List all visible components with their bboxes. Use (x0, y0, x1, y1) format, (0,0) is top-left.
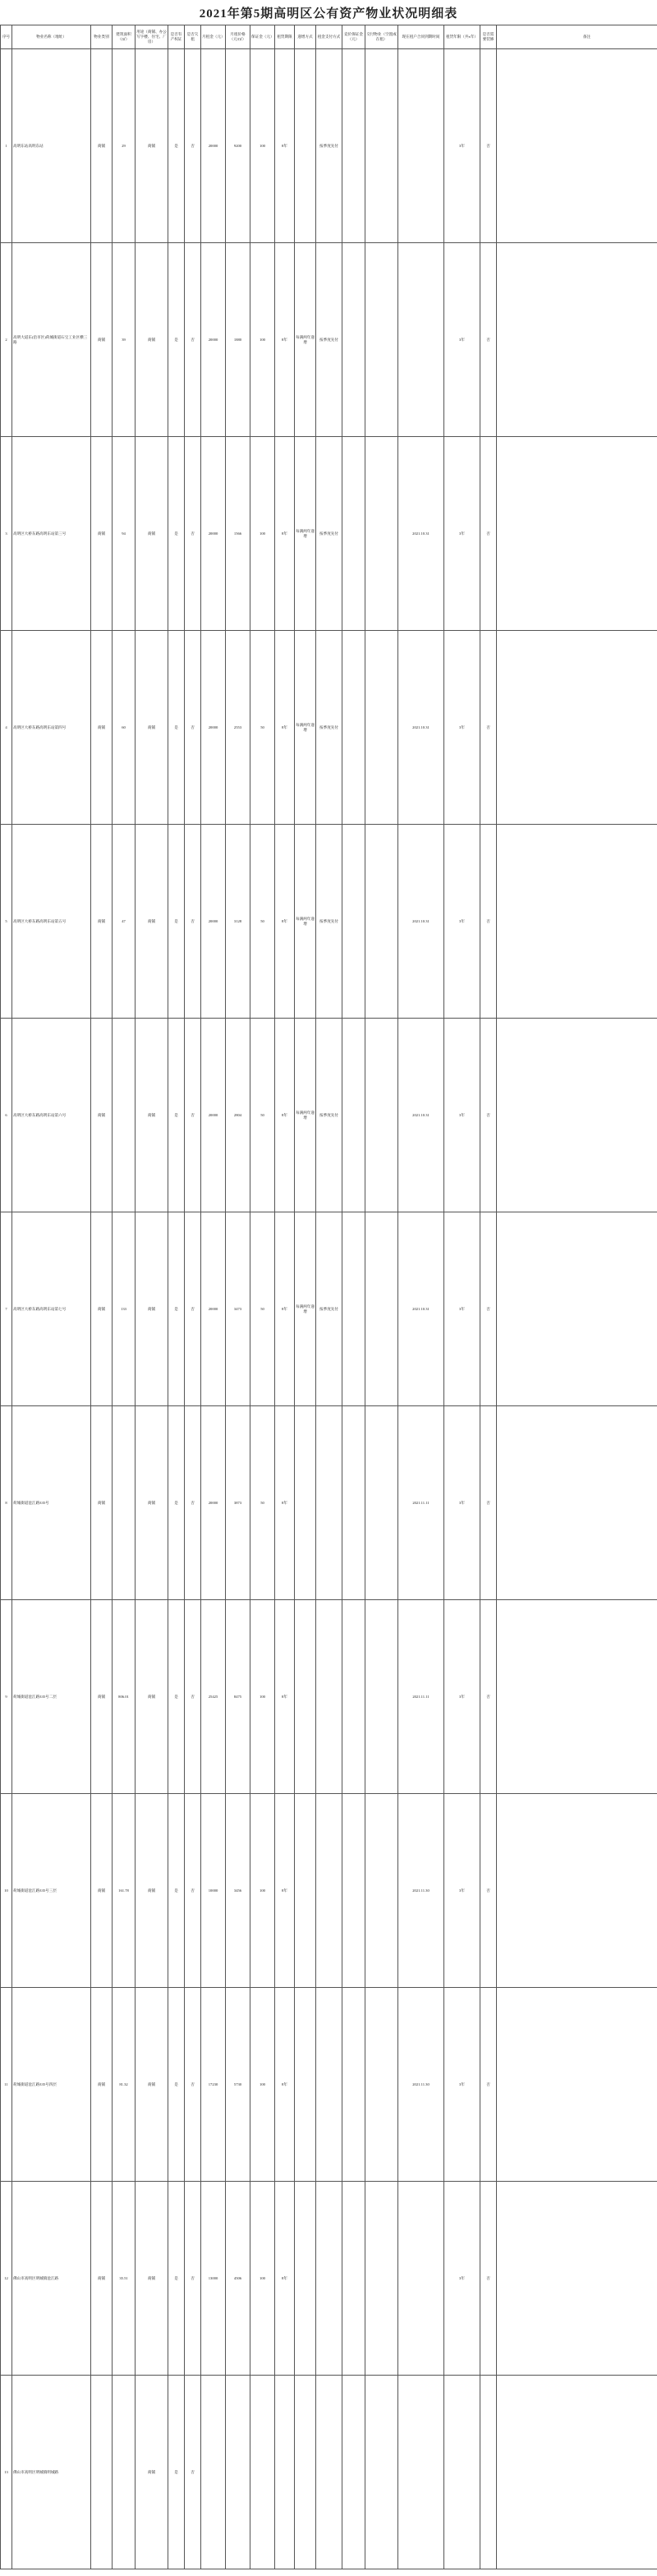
column-header: 建筑面积（㎡） (113, 25, 136, 49)
table-cell-pay: 按季度先付 (316, 437, 342, 631)
table-cell-rent: 17230 (201, 1988, 226, 2182)
table-cell-arrear: 否 (185, 1600, 201, 1794)
table-cell-area (113, 1406, 136, 1600)
table-cell-bid (342, 243, 365, 437)
column-header: 交付物业（空置或在租） (365, 25, 398, 49)
table-cell-term: 8年 (275, 825, 295, 1019)
table-row (1, 1019, 657, 1212)
table-cell-pay (316, 1988, 342, 2182)
table-cell-term: 8年 (275, 1212, 295, 1406)
table-cell-dep: 100 (250, 1794, 275, 1988)
table-cell-cert: 是 (168, 825, 185, 1019)
table-cell-use: 商铺 (136, 49, 168, 243)
table-cell-note (497, 437, 657, 631)
table-cell-name: 荷城街道沧江路335号四层 (12, 1988, 91, 2182)
table-cell-use: 商铺 (136, 2182, 168, 2376)
table-cell-term: 8年 (275, 437, 295, 631)
page-title: 2021年第5期高明区公有资产物业状况明细表 (199, 7, 458, 21)
table-cell-inc (295, 2376, 316, 2569)
table-cell-note (497, 1406, 657, 1600)
table-cell-arrear: 否 (185, 49, 201, 243)
table-cell-use: 商铺 (136, 2376, 168, 2569)
table-cell-n: 12 (1, 2182, 12, 2376)
column-header: 序号 (1, 25, 12, 49)
table-cell-pay (316, 1794, 342, 1988)
table-cell-pay: 按季度先付 (316, 49, 342, 243)
table-cell-rent: 20000 (201, 1406, 226, 1600)
table-cell-due: 2021.10.31 (398, 1212, 444, 1406)
table-cell-use: 商铺 (136, 1988, 168, 2182)
table-cell-area (113, 1019, 136, 1212)
table-cell-deco: 否 (480, 1794, 497, 1988)
table-cell-cat: 商铺 (91, 437, 113, 631)
table-cell-price: 5730 (226, 1988, 250, 2182)
column-header: 是否欠租 (185, 25, 201, 49)
table-cell-due (398, 243, 444, 437)
table-cell-price (226, 2376, 250, 2569)
table-cell-yrs (444, 2376, 480, 2569)
table-cell-note (497, 243, 657, 437)
table-cell-arrear: 否 (185, 825, 201, 1019)
table-cell-note (497, 825, 657, 1019)
table-cell-cat: 商铺 (91, 1600, 113, 1794)
table-cell-name: 荷城街道沧江路335号 (12, 1406, 91, 1600)
table-cell-rent: 20000 (201, 825, 226, 1019)
table-cell-cert: 是 (168, 1019, 185, 1212)
table-cell-term: 8年 (275, 2182, 295, 2376)
table-row (1, 631, 657, 825)
table-row (1, 1600, 657, 1794)
column-header: 月租价格（元/㎡） (226, 25, 250, 49)
table-cell-use: 商铺 (136, 243, 168, 437)
column-header: 租赁期限 (275, 25, 295, 49)
table-cell-n: 9 (1, 1600, 12, 1794)
table-cell-hand (365, 1600, 398, 1794)
table-cell-use: 商铺 (136, 1600, 168, 1794)
table-cell-use: 商铺 (136, 1406, 168, 1600)
column-header: 租金支付方式 (316, 25, 342, 49)
table-cell-hand (365, 1019, 398, 1212)
table-row (1, 243, 657, 437)
table-cell-inc: 每满两年递增 (295, 1019, 316, 1212)
table-cell-hand (365, 825, 398, 1019)
table-cell-due: 2021.10.31 (398, 825, 444, 1019)
table-cell-arrear: 否 (185, 2376, 201, 2569)
table-cell-due: 2021.10.31 (398, 437, 444, 631)
table-cell-hand (365, 2182, 398, 2376)
table-cell-area: 94 (113, 437, 136, 631)
table-cell-dep: 100 (250, 49, 275, 243)
table-cell-use: 商铺 (136, 437, 168, 631)
table-cell-due (398, 2376, 444, 2569)
table-cell-price: 2553 (226, 631, 250, 825)
table-cell-note (497, 49, 657, 243)
table-row (1, 1988, 657, 2182)
table-cell-rent: 20000 (201, 243, 226, 437)
table-cell-cat (91, 2376, 113, 2569)
table-cell-area (113, 2376, 136, 2569)
table-cell-rent (201, 2376, 226, 2569)
table-cell-term: 8年 (275, 1406, 295, 1600)
table-cell-deco: 否 (480, 1988, 497, 2182)
table-cell-price: 9200 (226, 49, 250, 243)
table-cell-n: 13 (1, 2376, 12, 2569)
table-cell-inc: 每满两年递增 (295, 243, 316, 437)
table-cell-term: 8年 (275, 49, 295, 243)
table-cell-yrs: 3年 (444, 2182, 480, 2376)
table-cell-yrs: 3年 (444, 1212, 480, 1406)
table-cell-bid (342, 1406, 365, 1600)
table-cell-deco: 否 (480, 631, 497, 825)
table-cell-n: 3 (1, 437, 12, 631)
table-cell-note (497, 2376, 657, 2569)
table-row (1, 1406, 657, 1600)
table-cell-hand (365, 243, 398, 437)
table-cell-inc: 每满两年递增 (295, 437, 316, 631)
table-cell-due (398, 2182, 444, 2376)
column-header: 是否有产权证 (168, 25, 185, 49)
table-cell-arrear: 否 (185, 243, 201, 437)
table-cell-pay (316, 2182, 342, 2376)
table-cell-cat: 商铺 (91, 1794, 113, 1988)
table-cell-cert: 是 (168, 2182, 185, 2376)
table-cell-area: 35.51 (113, 2182, 136, 2376)
table-cell-bid (342, 1019, 365, 1212)
table-cell-use: 商铺 (136, 631, 168, 825)
table-cell-n: 10 (1, 1794, 12, 1988)
table-cell-price: 4506 (226, 2182, 250, 2376)
table-cell-pay (316, 1600, 342, 1794)
table-cell-bid (342, 49, 365, 243)
table-header-row (1, 25, 657, 49)
table-cell-yrs: 3年 (444, 49, 480, 243)
table-cell-note (497, 1600, 657, 1794)
table-cell-note (497, 1019, 657, 1212)
table-row (1, 2182, 657, 2376)
table-cell-name: 高明区大桥东路高明东站第七号 (12, 1212, 91, 1406)
table-cell-bid (342, 1212, 365, 1406)
table-cell-inc: 每满两年递增 (295, 825, 316, 1019)
table-cell-rent: 20000 (201, 49, 226, 243)
table-cell-n: 11 (1, 1988, 12, 2182)
table-cell-term: 8年 (275, 1988, 295, 2182)
table-cell-cert: 是 (168, 243, 185, 437)
table-cell-dep: 50 (250, 1212, 275, 1406)
table-cell-bid (342, 1794, 365, 1988)
table-cell-n: 7 (1, 1212, 12, 1406)
table-cell-pay: 按季度先付 (316, 825, 342, 1019)
table-cell-note (497, 1212, 657, 1406)
table-cell-cert: 是 (168, 1212, 185, 1406)
table-cell-yrs: 3年 (444, 243, 480, 437)
table-cell-inc: 每满两年递增 (295, 1212, 316, 1406)
table-cell-cert: 是 (168, 1600, 185, 1794)
table-cell-hand (365, 631, 398, 825)
table-cell-use: 商铺 (136, 1019, 168, 1212)
table-cell-term: 8年 (275, 631, 295, 825)
table-cell-inc (295, 1794, 316, 1988)
table-cell-price: 3873 (226, 1406, 250, 1600)
table-cell-pay: 按季度先付 (316, 243, 342, 437)
table-cell-dep: 50 (250, 1406, 275, 1600)
column-header: 用途（商铺、办公写字楼、住宅、厂房） (136, 25, 168, 49)
table-cell-n: 1 (1, 49, 12, 243)
table-cell-yrs: 3年 (444, 437, 480, 631)
table-cell-dep (250, 2376, 275, 2569)
table-cell-name: 佛山市高明区明城镇沧江路 (12, 2182, 91, 2376)
table-cell-dep: 100 (250, 243, 275, 437)
table-cell-dep: 100 (250, 437, 275, 631)
table-cell-hand (365, 49, 398, 243)
column-header: 物业类别 (91, 25, 113, 49)
table-cell-area: 39 (113, 243, 136, 437)
table-cell-hand (365, 2376, 398, 2569)
table-cell-rent: 25425 (201, 1600, 226, 1794)
table-cell-cert: 是 (168, 1406, 185, 1600)
table-cell-price: 8475 (226, 1600, 250, 1794)
table-cell-deco (480, 2376, 497, 2569)
table-cell-note (497, 1988, 657, 2182)
table-cell-area: 47 (113, 825, 136, 1019)
table-cell-note (497, 2182, 657, 2376)
table-cell-use: 商铺 (136, 825, 168, 1019)
table-cell-rent: 20000 (201, 437, 226, 631)
table-cell-due: 2021.11.30 (398, 1988, 444, 2182)
table-cell-cert: 是 (168, 1794, 185, 1988)
table-cell-arrear: 否 (185, 1019, 201, 1212)
table-cell-pay: 按季度先付 (316, 631, 342, 825)
table-cell-pay (316, 2376, 342, 2569)
table-cell-name: 荷城街道沧江路335号二层 (12, 1600, 91, 1794)
table-cell-cat: 商铺 (91, 1988, 113, 2182)
table-cell-hand (365, 1794, 398, 1988)
column-header: 租赁年限（共x年） (444, 25, 480, 49)
table-cell-cat: 商铺 (91, 49, 113, 243)
column-header: 备注 (497, 25, 657, 49)
table-cell-arrear: 否 (185, 1212, 201, 1406)
table-cell-inc (295, 49, 316, 243)
table-cell-name: 荷城街道沧江路335号三层 (12, 1794, 91, 1988)
table-cell-rent: 10000 (201, 1794, 226, 1988)
table-cell-n: 8 (1, 1406, 12, 1600)
table-cell-due: 2021.11.11 (398, 1406, 444, 1600)
table-cell-area: 60 (113, 631, 136, 825)
table-cell-due (398, 49, 444, 243)
table-cell-price: 3456 (226, 1794, 250, 1988)
table-cell-name: 高明大道东(沿市区)荷城街道石宝工业区横三路 (12, 243, 91, 437)
table-cell-n: 6 (1, 1019, 12, 1212)
table-cell-cert: 是 (168, 2376, 185, 2569)
table-cell-price: 3473 (226, 1212, 250, 1406)
table-cell-dep: 50 (250, 1019, 275, 1212)
table-cell-name: 高明区大桥东路高明东站第四号 (12, 631, 91, 825)
table-cell-term: 8年 (275, 1794, 295, 1988)
table-cell-cert: 是 (168, 437, 185, 631)
table-cell-hand (365, 1212, 398, 1406)
table-cell-price: 1566 (226, 437, 250, 631)
table-cell-deco: 否 (480, 1406, 497, 1600)
table-cell-n: 4 (1, 631, 12, 825)
asset-table (0, 25, 657, 2569)
table-cell-pay (316, 1406, 342, 1600)
table-row (1, 1794, 657, 1988)
table-row (1, 2376, 657, 2569)
table-cell-name: 高明区大桥东路高明东站第五号 (12, 825, 91, 1019)
table-cell-price: 2804 (226, 1019, 250, 1212)
table-cell-price: 3128 (226, 825, 250, 1019)
table-cell-cat: 商铺 (91, 1406, 113, 1600)
column-header: 保证金（元） (250, 25, 275, 49)
table-cell-name: 高明区大桥东路高明东站第三号 (12, 437, 91, 631)
table-cell-area: 133 (113, 1212, 136, 1406)
table-cell-inc (295, 1406, 316, 1600)
table-cell-cat: 商铺 (91, 1212, 113, 1406)
table-cell-yrs: 3年 (444, 1406, 480, 1600)
table-cell-term: 8年 (275, 243, 295, 437)
table-cell-n: 5 (1, 825, 12, 1019)
table-cell-cat: 商铺 (91, 631, 113, 825)
table-cell-term: 8年 (275, 1600, 295, 1794)
table-row (1, 437, 657, 631)
table-cell-use: 商铺 (136, 1794, 168, 1988)
table-cell-area: 806.01 (113, 1600, 136, 1794)
table-row (1, 1212, 657, 1406)
table-cell-note (497, 1794, 657, 1988)
table-cell-arrear: 否 (185, 437, 201, 631)
table-cell-cat: 商铺 (91, 243, 113, 437)
table-cell-term (275, 2376, 295, 2569)
table-cell-arrear: 否 (185, 1794, 201, 1988)
table-cell-inc (295, 2182, 316, 2376)
table-cell-due: 2021.11.11 (398, 1600, 444, 1794)
table-cell-yrs: 3年 (444, 1019, 480, 1212)
table-cell-yrs: 3年 (444, 1794, 480, 1988)
table-cell-hand (365, 1988, 398, 2182)
table-cell-yrs: 3年 (444, 825, 480, 1019)
table-cell-deco: 否 (480, 49, 497, 243)
table-cell-n: 2 (1, 243, 12, 437)
table-cell-area: 81.32 (113, 1988, 136, 2182)
table-cell-rent: 20000 (201, 1212, 226, 1406)
table-cell-rent: 20000 (201, 1019, 226, 1212)
column-header: 月租金（元） (201, 25, 226, 49)
table-cell-area: 161.78 (113, 1794, 136, 1988)
table-cell-dep: 100 (250, 1988, 275, 2182)
table-cell-rent: 13000 (201, 2182, 226, 2376)
table-cell-cert: 是 (168, 49, 185, 243)
table-cell-arrear: 否 (185, 1988, 201, 2182)
column-header: 现在租户合同到期时间 (398, 25, 444, 49)
table-cell-arrear: 否 (185, 1406, 201, 1600)
table-cell-cat: 商铺 (91, 825, 113, 1019)
table-cell-area: 29 (113, 49, 136, 243)
table-cell-arrear: 否 (185, 631, 201, 825)
column-header: 竞价保证金（元） (342, 25, 365, 49)
table-cell-term: 8年 (275, 1019, 295, 1212)
table-cell-dep: 100 (250, 1600, 275, 1794)
table-cell-name: 佛山市高明区明城镇明城路 (12, 2376, 91, 2569)
column-header: 是否需要装修 (480, 25, 497, 49)
table-cell-cat: 商铺 (91, 1019, 113, 1212)
table-cell-pay: 按季度先付 (316, 1212, 342, 1406)
table-cell-bid (342, 2182, 365, 2376)
table-cell-hand (365, 437, 398, 631)
table-row (1, 49, 657, 243)
table-cell-due: 2021.11.30 (398, 1794, 444, 1988)
table-cell-bid (342, 1988, 365, 2182)
table-cell-price: 1880 (226, 243, 250, 437)
table-cell-inc (295, 1988, 316, 2182)
table-cell-deco: 否 (480, 2182, 497, 2376)
table-cell-inc (295, 1600, 316, 1794)
table-cell-deco: 否 (480, 437, 497, 631)
table-cell-pay: 按季度先付 (316, 1019, 342, 1212)
table-cell-inc: 每满两年递增 (295, 631, 316, 825)
table-row (1, 825, 657, 1019)
table-cell-yrs: 3年 (444, 631, 480, 825)
table-cell-yrs: 3年 (444, 1600, 480, 1794)
table-cell-bid (342, 631, 365, 825)
table-cell-hand (365, 1406, 398, 1600)
table-cell-dep: 50 (250, 825, 275, 1019)
table-cell-deco: 否 (480, 825, 497, 1019)
table-cell-cert: 是 (168, 1988, 185, 2182)
table-cell-cat: 商铺 (91, 2182, 113, 2376)
column-header: 物业名称（地址） (12, 25, 91, 49)
table-cell-use: 商铺 (136, 1212, 168, 1406)
table-cell-rent: 20000 (201, 631, 226, 825)
table-cell-bid (342, 1600, 365, 1794)
table-cell-cert: 是 (168, 631, 185, 825)
table-cell-bid (342, 825, 365, 1019)
table-cell-deco: 否 (480, 243, 497, 437)
table-cell-dep: 100 (250, 2182, 275, 2376)
table-cell-due: 2021.10.31 (398, 1019, 444, 1212)
table-cell-deco: 否 (480, 1600, 497, 1794)
column-header: 递增方式 (295, 25, 316, 49)
table-cell-due: 2021.10.31 (398, 631, 444, 825)
table-cell-yrs: 3年 (444, 1988, 480, 2182)
table-cell-note (497, 631, 657, 825)
table-cell-deco: 否 (480, 1019, 497, 1212)
table-cell-dep: 50 (250, 631, 275, 825)
table-cell-arrear: 否 (185, 2182, 201, 2376)
table-cell-name: 高明区大桥东路高明东站第六号 (12, 1019, 91, 1212)
table-cell-name: 高明东站高明东站 (12, 49, 91, 243)
table-cell-bid (342, 437, 365, 631)
table-cell-bid (342, 2376, 365, 2569)
table-cell-deco: 否 (480, 1212, 497, 1406)
